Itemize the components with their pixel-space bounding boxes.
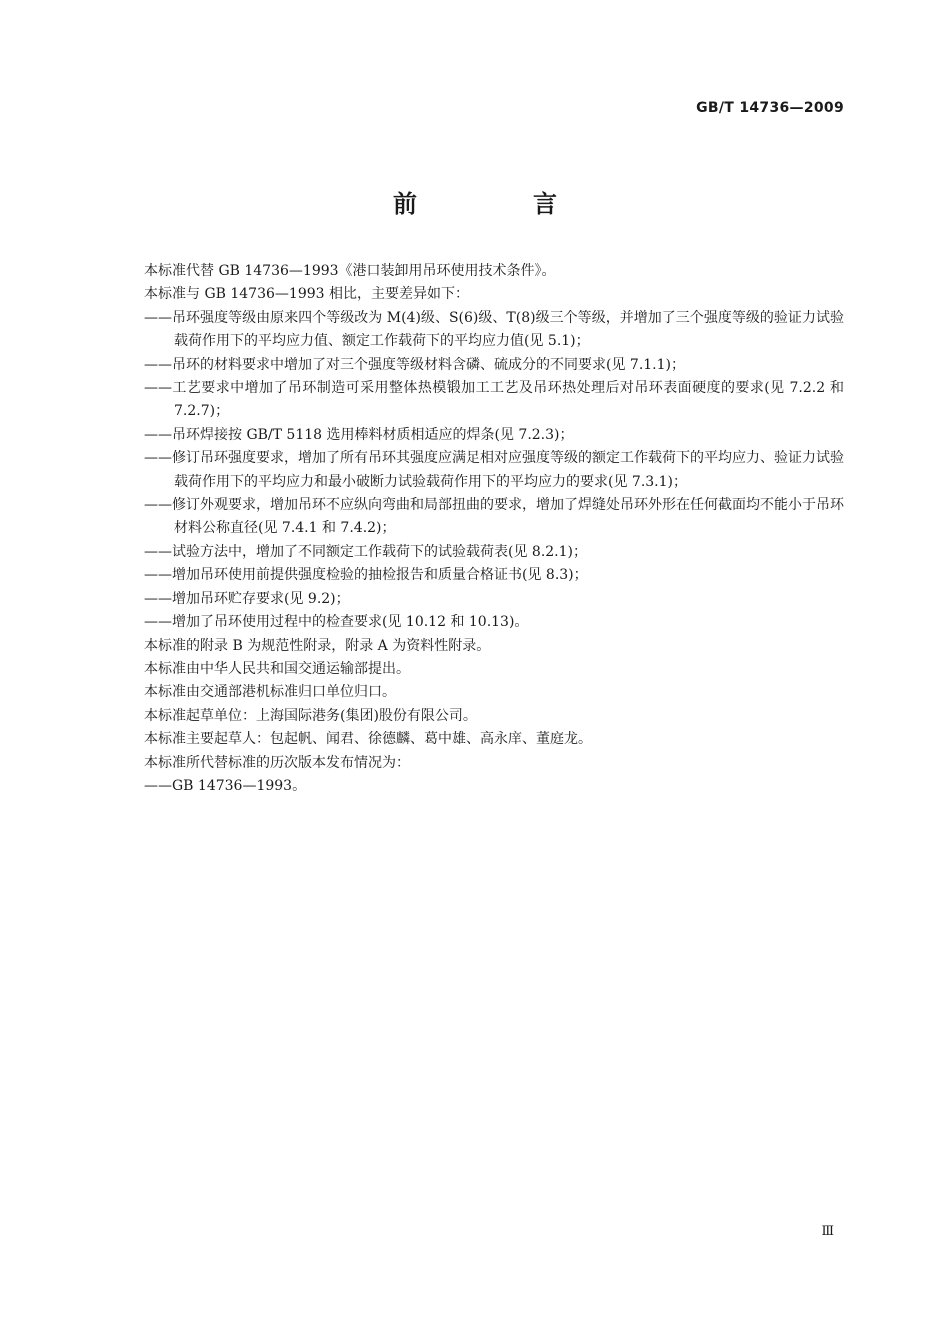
paragraph: 本标准主要起草人：包起帆、闻君、徐德麟、葛中雄、高永庠、董庭龙。 [144,731,592,748]
list-item: ——工艺要求中增加了吊环制造可采用整体热模锻加工工艺及吊环热处理后对吊环表面硬度的要求(见 7.2.2 和 7.2.7)； [144,380,844,420]
list-item: ——修订外观要求，增加吊环不应纵向弯曲和局部扭曲的要求，增加了焊缝处吊环外形在任何截面均不能小于吊环材料公称直径(见 7.4.1 和 7.4.2)； [144,497,844,537]
standard-number: GB/T 14736—2009 [696,100,844,116]
list-item: ——增加了吊环使用过程中的检查要求(见 10.12 和 10.13)。 [144,614,529,631]
paragraph: 本标准由中华人民共和国交通运输部提出。 [144,660,410,677]
paragraph: 本标准代替 GB 14736—1993《港口装卸用吊环使用技术条件》。 [144,263,556,279]
paragraph: 本标准与 GB 14736—1993 相比，主要差异如下： [144,286,469,303]
list-item: ——吊环强度等级由原来四个等级改为 M(4)级、S(6)级、T(8)级三个等级，并增加了三个强度等级的验证力试验载荷作用下的平均应力值、额定工作载荷下的平均应力值(见 5.1)； [144,309,844,350]
paragraph: 本标准起草单位：上海国际港务(集团)股份有限公司。 [144,707,477,724]
document-body [144,260,844,798]
paragraph: 本标准所代替标准的历次版本发布情况为： [144,754,410,771]
page-number: Ⅲ [821,1224,834,1239]
list-item: ——修订吊环强度要求，增加了所有吊环其强度应满足相对应强度等级的额定工作载荷下的平均应力、验证力试验载荷作用下的平均应力和最小破断力试验载荷作用下的平均应力的要求(见 7.3.1)； [144,450,844,490]
list-item: ——增加吊环贮存要求(见 9.2)； [144,590,350,607]
page-title: 前 言 [393,190,603,218]
paragraph: 本标准由交通部港机标准归口单位归口。 [144,684,396,701]
list-item: ——吊环的材料要求中增加了对三个强度等级材料含磷、硫成分的不同要求(见 7.1.1)； [144,356,685,373]
list-item: ——增加吊环使用前提供强度检验的抽检报告和质量合格证书(见 8.3)； [144,567,588,584]
paragraph: 本标准的附录 B 为规范性附录，附录 A 为资料性附录。 [144,637,491,654]
list-item: ——吊环焊接按 GB/T 5118 选用棒料材质相适应的焊条(见 7.2.3)； [144,426,574,443]
list-item: ——试验方法中，增加了不同额定工作载荷下的试验载荷表(见 8.2.1)； [144,543,587,560]
history-item: ——GB 14736—1993。 [144,777,307,794]
